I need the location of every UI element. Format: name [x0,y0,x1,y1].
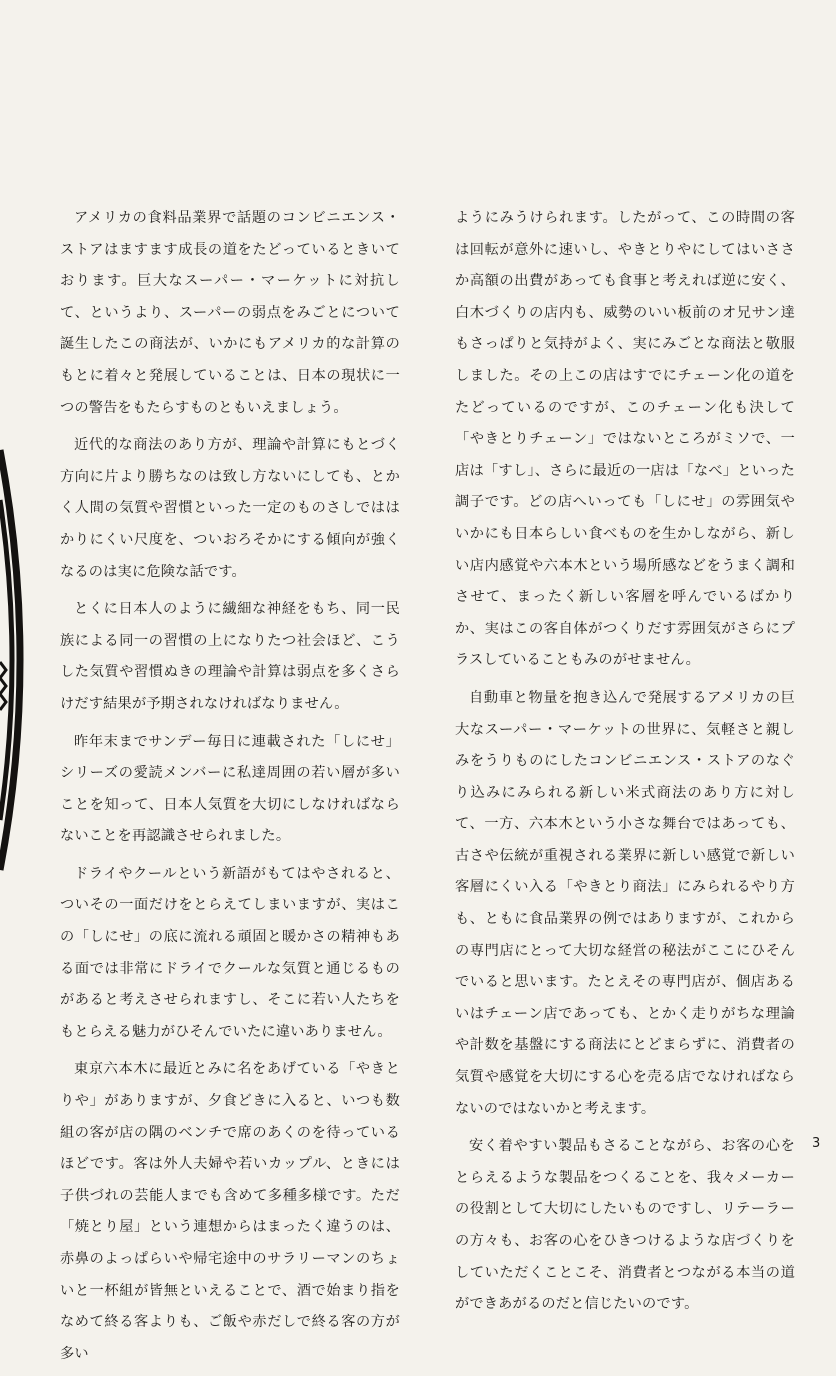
right-column [455,203,795,1327]
paragraph: とくに日本人のように繊細な神経をもち、同一民族による同一の習慣の上になりたつ社会ほど、こうした気質や習慣ぬきの理論や計算は弱点を多くさらけだす結果が予期されなければなりません。 [60,601,400,712]
edge-decoration [0,440,40,880]
paragraph: ようにみうけられます。したがって、この時間の客は回転が意外に速いし、やきとりやにしてはいささか高額の出費があっても食事と考えれば逆に安く、白木づくりの店内も、威勢のいい板前のオ兄サン達もさっぱりと気持がよく、実にみごとな商法と敬服しました。その上この店はすでにチェーン化の道をたどっているのですが、このチェーン化も決して「やきとりチェーン」ではないところがミソで、一店は「すし」、さらに最近の一店は「なべ」といった調子です。どの店へいっても「しにせ」の雰囲気やいかにも日本らしい食べものを生かしながら、新しい店内感覚や六本木という場所感などをうまく調和させて、まったく新しい客層を呼んでいるばかりか、実はこの客自体がつくりだす雰囲気がさらにプラスしていることもみのがせません。 [455,210,795,669]
paragraph: 安く着やすい製品もさることながら、お客の心をとらえるような製品をつくることを、我々メーカーの役割として大切にしたいものですし、リテーラーの方々も、お客の心をひきつけるような店づくりをしていただくことこそ、消費者とつながる本当の道ができあがるのだと信じたいのです。 [455,1138,795,1313]
paragraph: 東京六本木に最近とみに名をあげている「やきとりや」がありますが、夕食どきに入ると、いつも数組の客が店の隅のベンチで席のあくのを待っているほどです。客は外人夫婦や若いカップル、ときには子供づれの芸能人までも含めて多種多様です。ただ「焼とり屋」という連想からはまったく違うのは、赤鼻のよっぱらいや帰宅途中のサラリーマンのちょいと一杯組が皆無といえることで、酒で始まり指をなめて終る客よりも、ご飯や赤だしで終る客の方が多い [60,1061,400,1362]
paragraph: 近代的な商法のあり方が、理論や計算にもとづく方向に片より勝ちなのは致し方ないにしても、とかく人間の気質や習慣といった一定のものさしではは かりにくい尺度を、ついおろそかにする傾向が強くなるのは実に危険な話です。 [60,437,400,580]
left-column [60,203,400,1376]
page-number: 3 [812,1136,821,1151]
paragraph: アメリカの食料品業界で話題のコンビニエンス・ストアはますます成長の道をたどっているときいております。巨大なスーパー・マーケットに対抗して、というより、スーパーの弱点をみごとについて誕生したこの商法が、いかにもアメリカ的な計算のもとに着々と発展していることは、日本の現状に一つの警告をもたらすものともいえましょう。 [60,210,400,416]
paragraph: 昨年末までサンデー毎日に連載された「しにせ」シリーズの愛読メンバーに私達周囲の若い層が多いことを知って、日本人気質を大切にしなければならないことを再認識させられました。 [60,733,400,845]
paragraph: 自動車と物量を抱き込んで発展するアメリカの巨大なスーパー・マーケットの世界に、気軽さと親しみをうりものにしたコンビニエンス・ストアのなぐり込みにみられる新しい米式商法のあり方に対して、一方、六本木という小さな舞台ではあっても、古さや伝統が重視される業界に新しい感覚で新しい客層にくい入る「やきとり商法」にみられるやり方も、ともに食品業界の例ではありますが、これからの専門店にとって大切な経営の秘法がここにひそんでいると思います。たとえその専門店が、個店あるいはチェーン店であっても、とかく走りがちな理論や計数を基盤にする商法にとどまらずに、消費者の気質や感覚を大切にする心を売る店でなければならないのではないかと考えます。 [455,689,795,1117]
paragraph: ドライやクールという新語がもてはやされると、ついその一面だけをとらえてしまいますが、実はこの「しにせ」の底に流れる頑固と暖かさの精神もある面では非常にドライでクールな気質と通じるものがあると考えさせられますし、そこに若い人たちをもとらえる魅力がひそんでいたに違いありません。 [60,865,400,1040]
